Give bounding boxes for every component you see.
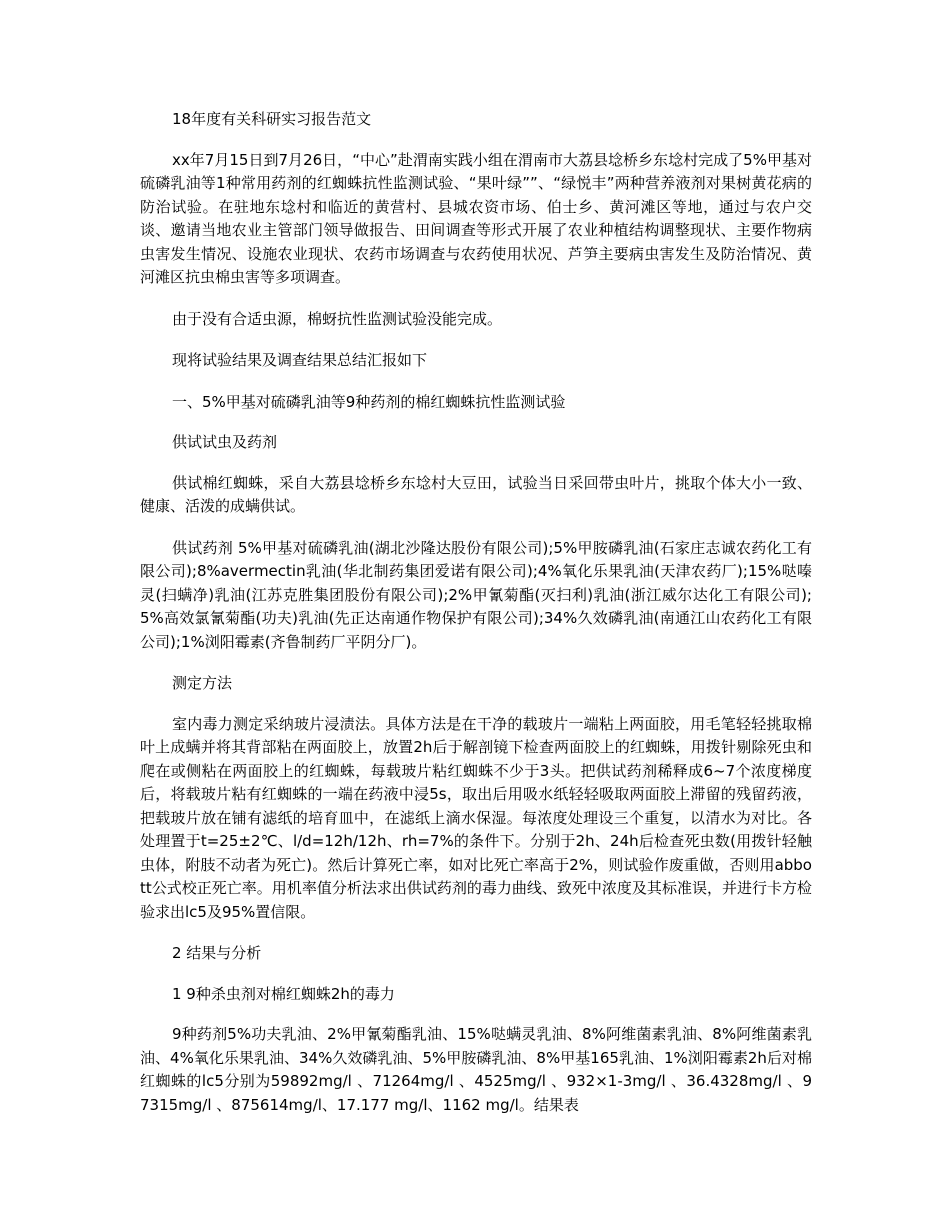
paragraph-intro: xx年7月15日到7月26日，“中心”赴渭南实践小组在渭南市大荔县埝桥乡东埝村完成了5%甲基对硫磷乳油等1种常用药剂的红蜘蛛抗性监测试验、“果叶绿””、“绿悦丰”两种营养液剂对果树黄花病的防治试验。在驻地东埝村和临近的黄营村、县城农资市场、伯士乡、黄河滩区等地，通过与农户交谈、邀请当地农业主管部门领导做报告、田间调查等形式开展了农业种植结构调整现状、主要作物病虫害发生情况、设施农业现状、农药市场调查与农药使用状况、芦笋主要病虫害发生及防治情况、黄河滩区抗虫棉虫害等多项调查。 — [140, 150, 812, 286]
subheading-toxicity: 1 9种杀虫剂对棉红蜘蛛2h的毒力 — [172, 984, 395, 1003]
section-heading-1: 一、5%甲基对硫磷乳油等9种药剂的棉红蜘蛛抗性监测试验 — [172, 392, 566, 411]
document-title: 18年度有关科研实习报告范文 — [172, 110, 372, 128]
paragraph-summary-lead: 现将试验结果及调查结果总结汇报如下 — [172, 351, 428, 369]
section-heading-2: 2 结果与分析 — [172, 944, 262, 962]
paragraph-results: 9种药剂5%功夫乳油、2%甲氰菊酯乳油、15%哒螨灵乳油、8%阿维菌素乳油、8%阿维菌素乳油、4%氧化乐果乳油、34%久效磷乳油、5%甲胺磷乳油、8%甲基165乳油、1%浏阳霉素2h后对棉红蜘蛛的lc5分别为59892mg/l 、71264mg/l 、4525mg/l 、932×1-3mg/l 、36.4328mg/l 、97315mg/l 、875614mg/l、17.177 mg/l、1162 mg/l。结果表 — [140, 1025, 812, 1114]
document-page — [140, 108, 812, 1135]
paragraph-note: 由于没有合适虫源，棉蚜抗性监测试验没能完成。 — [172, 309, 503, 328]
subheading-method: 测定方法 — [172, 674, 233, 692]
paragraph-insects: 供试棉红蜘蛛，采自大荔县埝桥乡东埝村大豆田，试验当日采回带虫叶片，挑取个体大小一致、健康、活泼的成螨供试。 — [140, 473, 812, 515]
paragraph-method: 室内毒力测定采纳玻片浸渍法。具体方法是在干净的载玻片一端粘上两面胶，用毛笔轻轻挑取棉叶上成螨并将其背部粘在两面胶上，放置2h后于解剖镜下检查两面胶上的红蜘蛛，用拨针剔除死虫和爬在或侧粘在两面胶上的红蜘蛛，每载玻片粘红蜘蛛不少于3头。把供试药剂稀释成6~7个浓度梯度后，将载玻片粘有红蜘蛛的一端在药液中浸5s，取出后用吸水纸轻轻吸取两面胶上滞留的残留药液，把载玻片放在铺有滤纸的培育皿中，在滤纸上滴水保湿。每浓度处理设三个重复，以清水为对比。各处理置于t=25±2℃、l/d=12h/12h、rh=7%的条件下。分别于2h、24h后检查死虫数(用拨针轻触虫体，附肢不动者为死亡)。然后计算死亡率，如对比死亡率高于2%，则试验作废重做，否则用abbott公式校正死亡率。用机率值分析法求出供试药剂的毒力曲线、致死中浓度及其标准误，并进行卡方检验求出lc5及95%置信限。 — [140, 714, 812, 921]
paragraph-agents: 供试药剂 5%甲基对硫磷乳油(湖北沙隆达股份有限公司);5%甲胺磷乳油(石家庄志诚农药化工有限公司);8%avermectin乳油(华北制药集团爱诺有限公司);4%氧化乐果乳油(天津农药厂);15%哒嗪灵(扫螨净)乳油(江苏克胜集团股份有限公司);2%甲氰菊酯(灭扫利)乳油(浙江威尔达化工有限公司);5%高效氯氰菊酯(功夫)乳油(先正达南通作物保护有限公司);34%久效磷乳油(南通江山农药化工有限公司);1%浏阳霉素(齐鲁制药厂平阴分厂)。 — [140, 538, 812, 651]
subheading-materials: 供试试虫及药剂 — [172, 433, 278, 451]
